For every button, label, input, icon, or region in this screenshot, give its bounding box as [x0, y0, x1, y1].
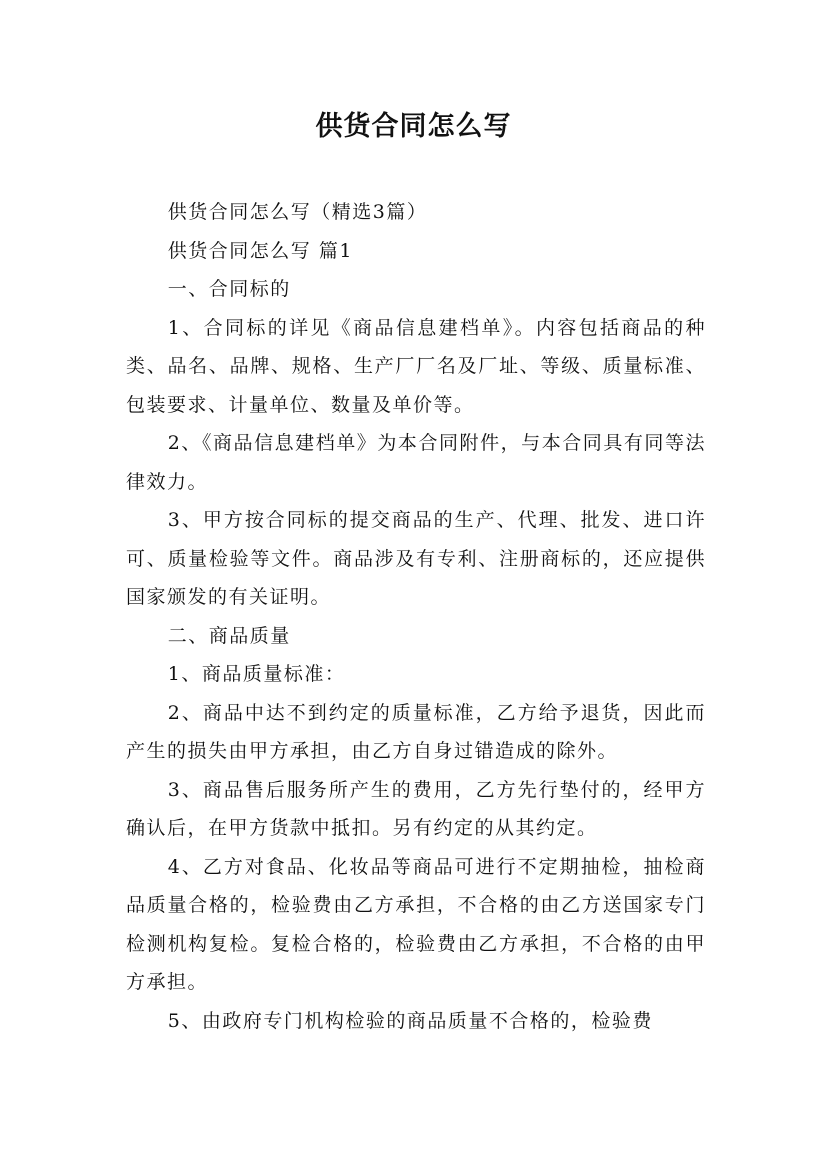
paragraph: 供货合同怎么写 篇1 [167, 239, 353, 262]
paragraph: 3、甲方按合同标的提交商品的生产、代理、批发、进口许可、质量检验等文件。商品涉及有专利、注册商标的，还应提供国家颁发的有关证明。 [126, 509, 706, 608]
paragraph: 5、由政府专门机构检验的商品质量不合格的，检验费 [167, 1009, 653, 1032]
paragraph: 1、合同标的详见《商品信息建档单》。内容包括商品的种类、品名、品牌、规格、生产厂厂名及厂址、等级、质量标准、包装要求、计量单位、数量及单价等。 [126, 316, 706, 416]
paragraph: 2、商品中达不到约定的质量标准，乙方给予退货，因此而产生的损失由甲方承担，由乙方自身过错造成的除外。 [126, 701, 706, 762]
paragraph: 2、《商品信息建档单》为本合同附件，与本合同具有同等法律效力。 [126, 432, 706, 493]
paragraph: 一、合同标的 [167, 278, 291, 300]
paragraph: 4、乙方对食品、化妆品等商品可进行不定期抽检，抽检商品质量合格的，检验费由乙方承担，不合格的由乙方送国家专门检测机构复检。复检合格的，检验费由乙方承担，不合格的由甲方承担。 [126, 855, 706, 993]
paragraph: 1、商品质量标准： [167, 663, 346, 685]
paragraph: 供货合同怎么写（精选3篇） [167, 201, 428, 223]
document-body [126, 193, 706, 1040]
document-title: 供货合同怎么写 [315, 111, 512, 142]
paragraph: 二、商品质量 [167, 624, 291, 647]
paragraph: 3、商品售后服务所产生的费用，乙方先行垫付的，经甲方确认后，在甲方货款中抵扣。另有约定的从其约定。 [126, 778, 706, 839]
